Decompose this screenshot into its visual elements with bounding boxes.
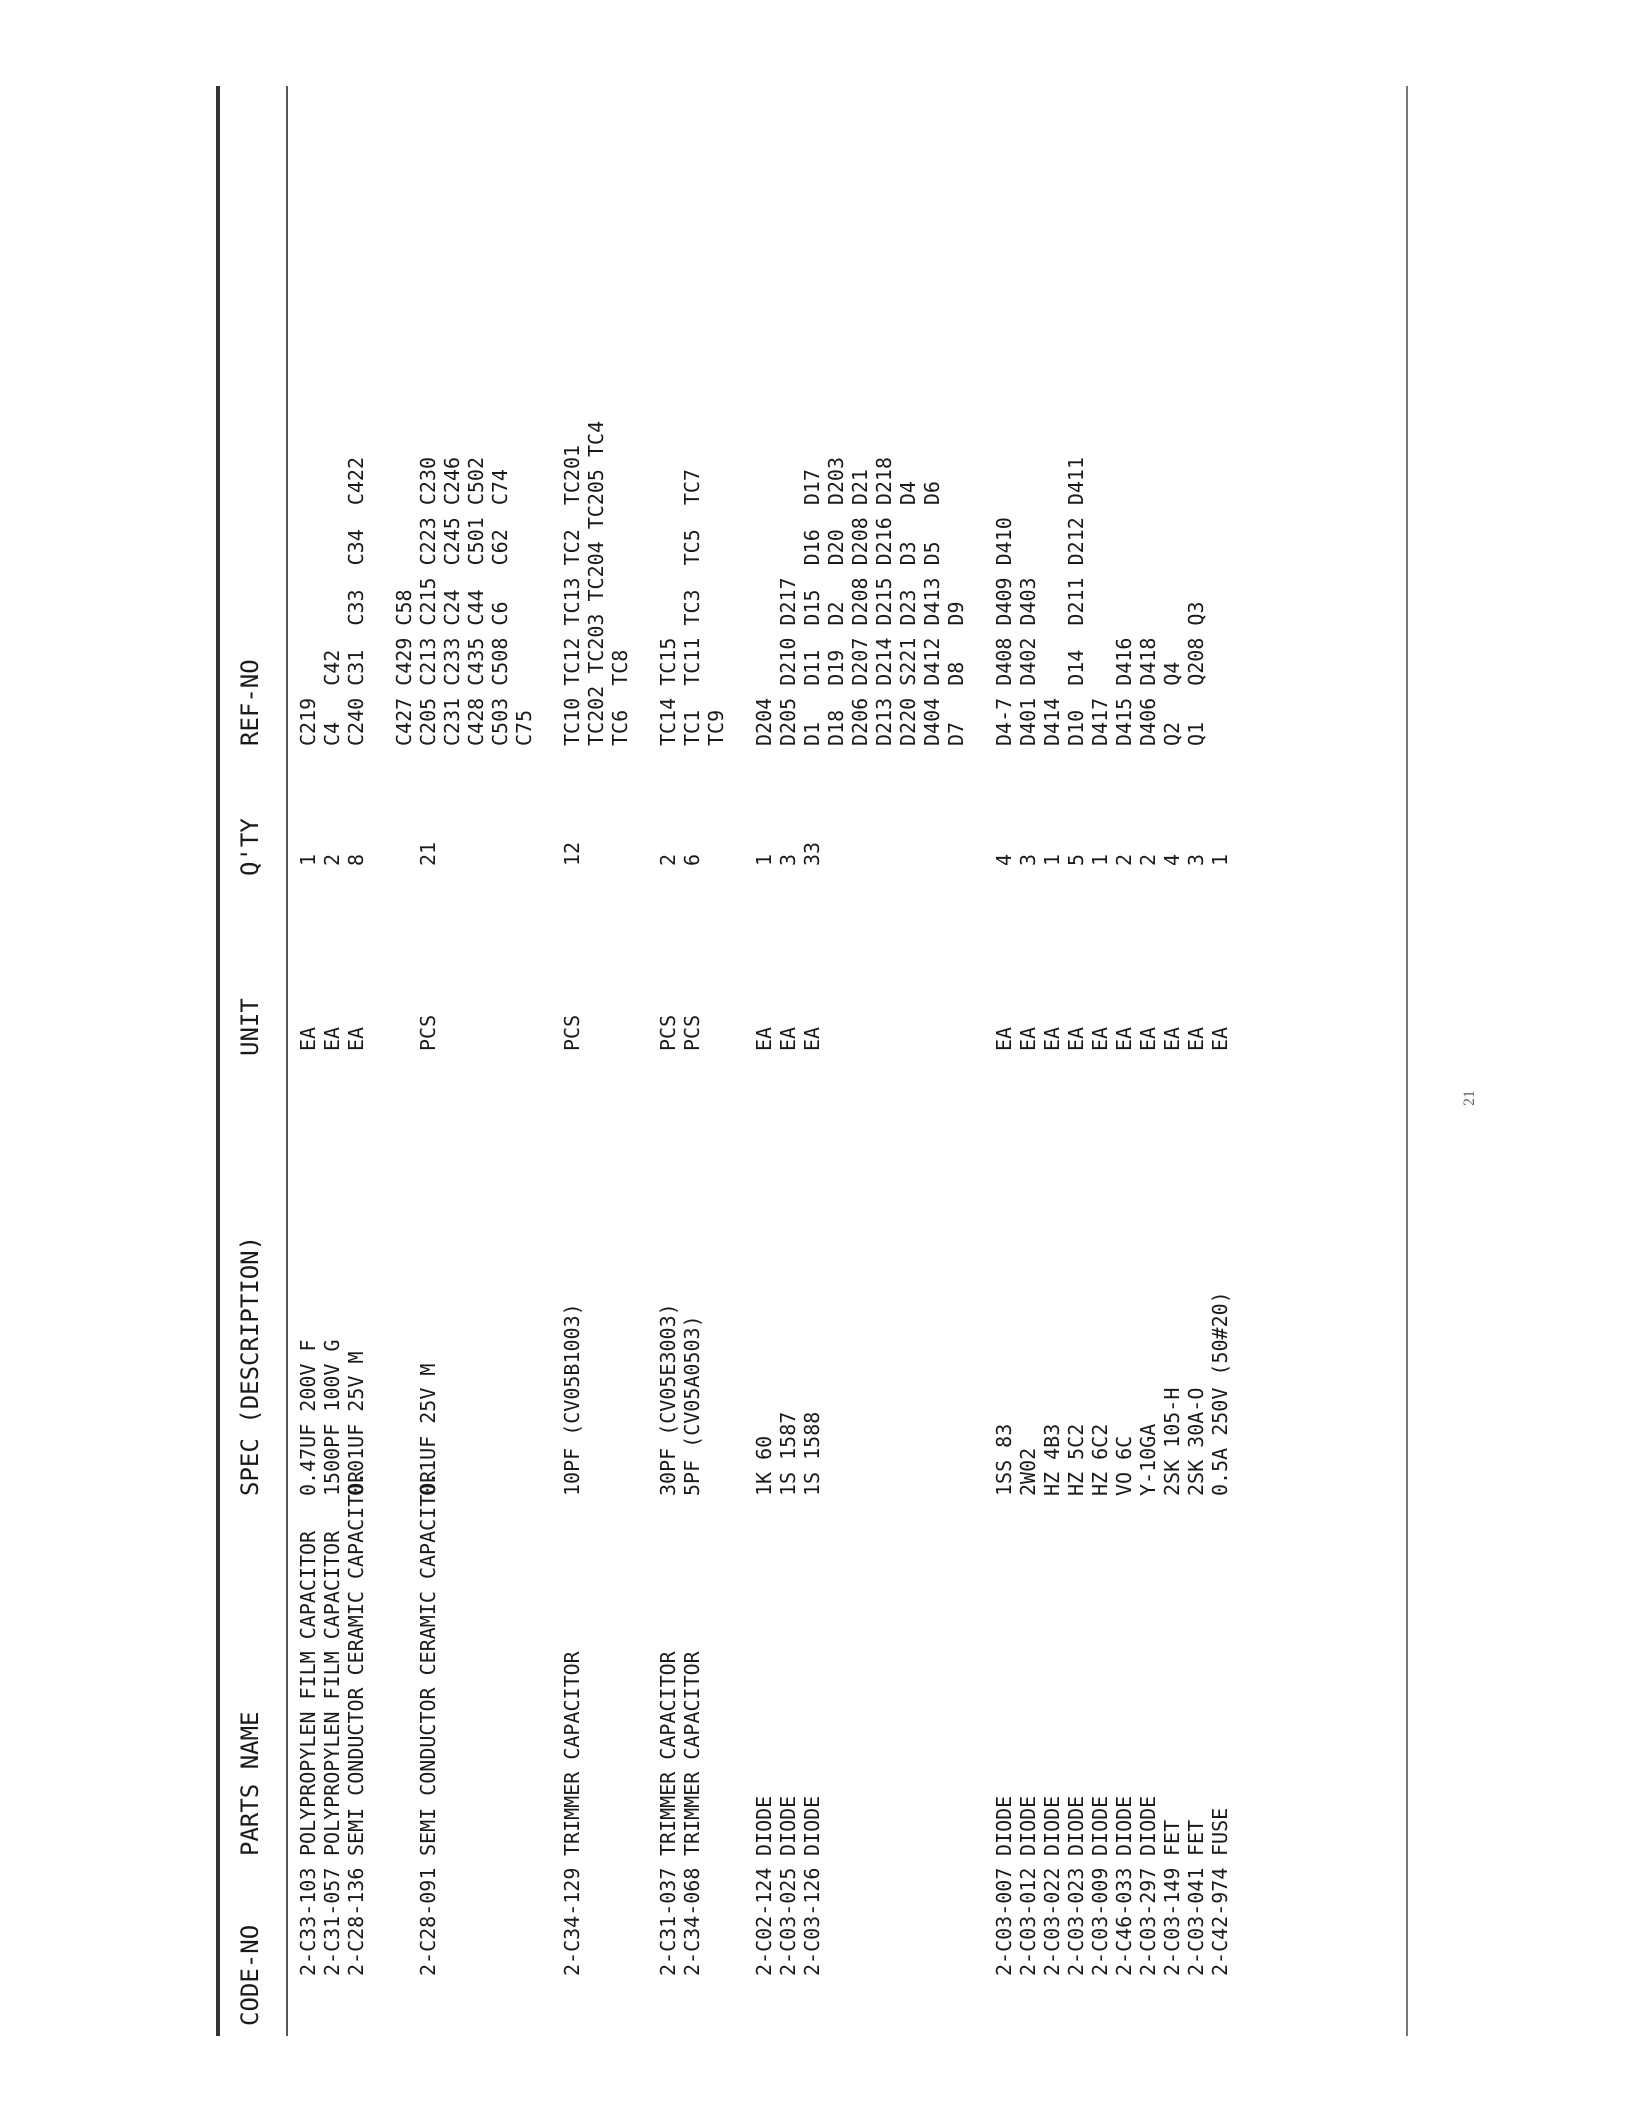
parts-list-sheet <box>216 86 1478 2036</box>
parts-name-cell: TRIMMER CAPACITOR <box>656 1651 680 1856</box>
unit-cell: EA <box>1160 1026 1184 1051</box>
parts-name-cell: FET <box>1184 1819 1208 1856</box>
table-row <box>824 86 848 2036</box>
qty-cell: 3 <box>1016 853 1040 866</box>
ref-no-cell: D4-7 D408 D409 D410 <box>992 517 1016 746</box>
ref-no-cell: D1 D11 D15 D16 D17 <box>800 469 824 746</box>
ref-no-cell: D401 D402 D403 <box>1016 577 1040 746</box>
spec-cell: 5PF (CV05A0503) <box>680 1315 704 1496</box>
table-row <box>776 86 800 2036</box>
code-cell: 2-C31-037 <box>656 1867 680 1976</box>
parts-name-cell: DIODE <box>1016 1795 1040 1856</box>
qty-cell: 2 <box>656 853 680 866</box>
table-row <box>752 86 776 2036</box>
table-body <box>296 86 1232 2036</box>
table-row <box>296 86 320 2036</box>
table-row <box>1112 86 1136 2036</box>
ref-no-cell: C75 <box>512 709 536 746</box>
code-cell: 2-C46-033 <box>1112 1867 1136 1976</box>
table-row <box>1016 86 1040 2036</box>
spec-cell: HZ 5C2 <box>1064 1423 1088 1496</box>
qty-cell: 6 <box>680 853 704 866</box>
parts-name-cell: FUSE <box>1208 1807 1232 1856</box>
table-row <box>1040 86 1064 2036</box>
parts-name-cell: POLYPROPYLEN FILM CAPACITOR <box>296 1530 320 1856</box>
code-cell: 2-C03-149 <box>1160 1867 1184 1976</box>
ref-no-cell: D204 <box>752 697 776 746</box>
spec-cell: 2W02 <box>1016 1447 1040 1496</box>
qty-cell: 1 <box>296 853 320 866</box>
page-number: 21 <box>1461 1090 1478 1106</box>
qty-cell: 1 <box>752 853 776 866</box>
ref-no-cell: D406 D418 <box>1136 637 1160 746</box>
qty-cell: 2 <box>1136 853 1160 866</box>
table-row <box>512 86 536 2036</box>
qty-cell: 8 <box>344 853 368 866</box>
code-cell: 2-C02-124 <box>752 1867 776 1976</box>
table-row <box>848 86 872 2036</box>
ref-no-cell: D415 D416 <box>1112 637 1136 746</box>
unit-cell: EA <box>1112 1026 1136 1051</box>
unit-cell: EA <box>992 1026 1016 1051</box>
parts-name-cell: DIODE <box>1040 1795 1064 1856</box>
unit-cell: EA <box>1016 1026 1040 1051</box>
header-rule <box>286 86 288 2036</box>
spec-cell: 0.47UF 200V F <box>296 1339 320 1496</box>
code-cell: 2-C28-136 <box>344 1867 368 1976</box>
parts-name-cell: TRIMMER CAPACITOR <box>560 1651 584 1856</box>
unit-cell: EA <box>1088 1026 1112 1051</box>
table-row <box>440 86 464 2036</box>
unit-cell: EA <box>752 1026 776 1051</box>
ref-no-cell: D414 <box>1040 697 1064 746</box>
ref-no-cell: D7 D8 D9 <box>944 601 968 746</box>
parts-name-cell: DIODE <box>1064 1795 1088 1856</box>
spec-cell: 2SK 105-H <box>1160 1387 1184 1496</box>
qty-cell: 1 <box>1208 853 1232 866</box>
header-parts-name: PARTS NAME <box>236 1711 264 1856</box>
table-header <box>236 86 276 2036</box>
unit-cell: EA <box>320 1026 344 1051</box>
header-qty: Q'TY <box>236 818 264 876</box>
ref-no-cell: TC1 TC11 TC3 TC5 TC7 <box>680 469 704 746</box>
table-row <box>1064 86 1088 2036</box>
unit-cell: EA <box>800 1026 824 1051</box>
parts-name-cell: SEMI CONDUCTOR CERAMIC CAPACITOR <box>416 1470 440 1856</box>
code-cell: 2-C03-025 <box>776 1867 800 1976</box>
code-cell: 2-C34-068 <box>680 1867 704 1976</box>
spec-cell: Y-10GA <box>1136 1423 1160 1496</box>
qty-cell: 5 <box>1064 853 1088 866</box>
table-row <box>944 86 968 2036</box>
ref-no-cell: D404 D412 D413 D5 D6 <box>920 481 944 746</box>
table-row <box>560 86 584 2036</box>
qty-cell: 4 <box>992 853 1016 866</box>
table-row <box>656 86 680 2036</box>
unit-cell: EA <box>344 1026 368 1051</box>
qty-cell: 3 <box>776 853 800 866</box>
table-row <box>584 86 608 2036</box>
ref-no-cell: C205 C213 C215 C223 C230 <box>416 457 440 746</box>
table-row <box>1088 86 1112 2036</box>
table-bottom-rule <box>1406 86 1408 2036</box>
ref-no-cell: Q1 Q208 Q3 <box>1184 601 1208 746</box>
table-row <box>920 86 944 2036</box>
spec-cell: 1K 60 <box>752 1435 776 1496</box>
table-row <box>680 86 704 2036</box>
unit-cell: PCS <box>680 1014 704 1051</box>
header-unit: UNIT <box>236 998 264 1056</box>
parts-name-cell: DIODE <box>776 1795 800 1856</box>
code-cell: 2-C03-297 <box>1136 1867 1160 1976</box>
spec-cell: HZ 4B3 <box>1040 1423 1064 1496</box>
table-row <box>392 86 416 2036</box>
code-cell: 2-C03-126 <box>800 1867 824 1976</box>
ref-no-cell: D417 <box>1088 697 1112 746</box>
code-cell: 2-C03-022 <box>1040 1867 1064 1976</box>
ref-no-cell: D213 D214 D215 D216 D218 <box>872 457 896 746</box>
code-cell: 2-C03-023 <box>1064 1867 1088 1976</box>
table-row <box>608 86 632 2036</box>
qty-cell: 3 <box>1184 853 1208 866</box>
qty-cell: 4 <box>1160 853 1184 866</box>
ref-no-cell: C231 C233 C24 C245 C246 <box>440 457 464 746</box>
unit-cell: EA <box>1208 1026 1232 1051</box>
ref-no-cell: TC14 TC15 <box>656 637 680 746</box>
table-row <box>800 86 824 2036</box>
ref-no-cell: C427 C429 C58 <box>392 589 416 746</box>
ref-no-cell: C240 C31 C33 C34 C422 <box>344 457 368 746</box>
spec-cell: 2SK 30A-O <box>1184 1387 1208 1496</box>
spec-cell: VO 6C <box>1112 1435 1136 1496</box>
code-cell: 2-C03-007 <box>992 1867 1016 1976</box>
spec-cell: 30PF (CV05E3003) <box>656 1303 680 1496</box>
table-row <box>992 86 1016 2036</box>
spec-cell: 0.5A 250V (50#20) <box>1208 1291 1232 1496</box>
ref-no-cell: C428 C435 C44 C501 C502 <box>464 457 488 746</box>
table-row <box>488 86 512 2036</box>
code-cell: 2-C31-057 <box>320 1867 344 1976</box>
qty-cell: 1 <box>1040 853 1064 866</box>
ref-no-cell: D205 D210 D217 <box>776 577 800 746</box>
header-code-no: CODE-NO <box>236 1924 264 2026</box>
unit-cell: EA <box>1040 1026 1064 1051</box>
unit-cell: PCS <box>656 1014 680 1051</box>
spec-cell: 1SS 83 <box>992 1423 1016 1496</box>
unit-cell: EA <box>1064 1026 1088 1051</box>
table-row <box>320 86 344 2036</box>
ref-no-cell: TC6 TC8 <box>608 649 632 746</box>
parts-name-cell: POLYPROPYLEN FILM CAPACITOR <box>320 1530 344 1856</box>
header-ref-no: REF-NO <box>236 659 264 746</box>
spec-cell: 10PF (CV05B1003) <box>560 1303 584 1496</box>
table-row <box>896 86 920 2036</box>
parts-name-cell: DIODE <box>1088 1795 1112 1856</box>
code-cell: 2-C34-129 <box>560 1867 584 1976</box>
code-cell: 2-C03-009 <box>1088 1867 1112 1976</box>
qty-cell: 1 <box>1088 853 1112 866</box>
unit-cell: EA <box>1136 1026 1160 1051</box>
spec-cell: 1500PF 100V G <box>320 1339 344 1496</box>
spec-cell: 1S 1587 <box>776 1411 800 1496</box>
ref-no-cell: Q2 Q4 <box>1160 661 1184 746</box>
ref-no-cell: TC9 <box>704 709 728 746</box>
parts-name-cell: DIODE <box>800 1795 824 1856</box>
table-top-rule <box>216 86 220 2036</box>
parts-name-cell: DIODE <box>1136 1795 1160 1856</box>
code-cell: 2-C42-974 <box>1208 1867 1232 1976</box>
qty-cell: 21 <box>416 841 440 866</box>
ref-no-cell: D220 S221 D23 D3 D4 <box>896 481 920 746</box>
parts-name-cell: DIODE <box>1112 1795 1136 1856</box>
ref-no-cell: C219 <box>296 697 320 746</box>
ref-no-cell: D18 D19 D2 D20 D203 <box>824 457 848 746</box>
code-cell: 2-C28-091 <box>416 1867 440 1976</box>
unit-cell: EA <box>1184 1026 1208 1051</box>
parts-name-cell: SEMI CONDUCTOR CERAMIC CAPACITOR <box>344 1470 368 1856</box>
table-row <box>344 86 368 2036</box>
spec-cell: 0.1UF 25V M <box>416 1363 440 1496</box>
parts-name-cell: FET <box>1160 1819 1184 1856</box>
code-cell: 2-C03-041 <box>1184 1867 1208 1976</box>
table-row <box>1184 86 1208 2036</box>
table-row <box>1160 86 1184 2036</box>
table-row <box>464 86 488 2036</box>
code-cell: 2-C03-012 <box>1016 1867 1040 1976</box>
ref-no-cell: D206 D207 D208 D208 D21 <box>848 469 872 746</box>
qty-cell: 2 <box>320 853 344 866</box>
parts-name-cell: DIODE <box>752 1795 776 1856</box>
qty-cell: 12 <box>560 841 584 866</box>
parts-name-cell: TRIMMER CAPACITOR <box>680 1651 704 1856</box>
spec-cell: 1S 1588 <box>800 1411 824 1496</box>
unit-cell: PCS <box>416 1014 440 1051</box>
ref-no-cell: TC10 TC12 TC13 TC2 TC201 <box>560 444 584 746</box>
ref-no-cell: TC202 TC203 TC204 TC205 TC4 <box>584 420 608 746</box>
spec-cell: HZ 6C2 <box>1088 1423 1112 1496</box>
table-row <box>1136 86 1160 2036</box>
qty-cell: 33 <box>800 841 824 866</box>
header-spec: SPEC (DESCRIPTION) <box>236 1235 264 1496</box>
code-cell: 2-C33-103 <box>296 1867 320 1976</box>
unit-cell: PCS <box>560 1014 584 1051</box>
unit-cell: EA <box>296 1026 320 1051</box>
unit-cell: EA <box>776 1026 800 1051</box>
parts-name-cell: DIODE <box>992 1795 1016 1856</box>
table-row <box>704 86 728 2036</box>
spec-cell: 0.01UF 25V M <box>344 1351 368 1496</box>
table-row <box>872 86 896 2036</box>
qty-cell: 2 <box>1112 853 1136 866</box>
ref-no-cell: D10 D14 D211 D212 D411 <box>1064 457 1088 746</box>
table-row <box>1208 86 1232 2036</box>
ref-no-cell: C503 C508 C6 C62 C74 <box>488 469 512 746</box>
table-row <box>416 86 440 2036</box>
ref-no-cell: C4 C42 <box>320 649 344 746</box>
